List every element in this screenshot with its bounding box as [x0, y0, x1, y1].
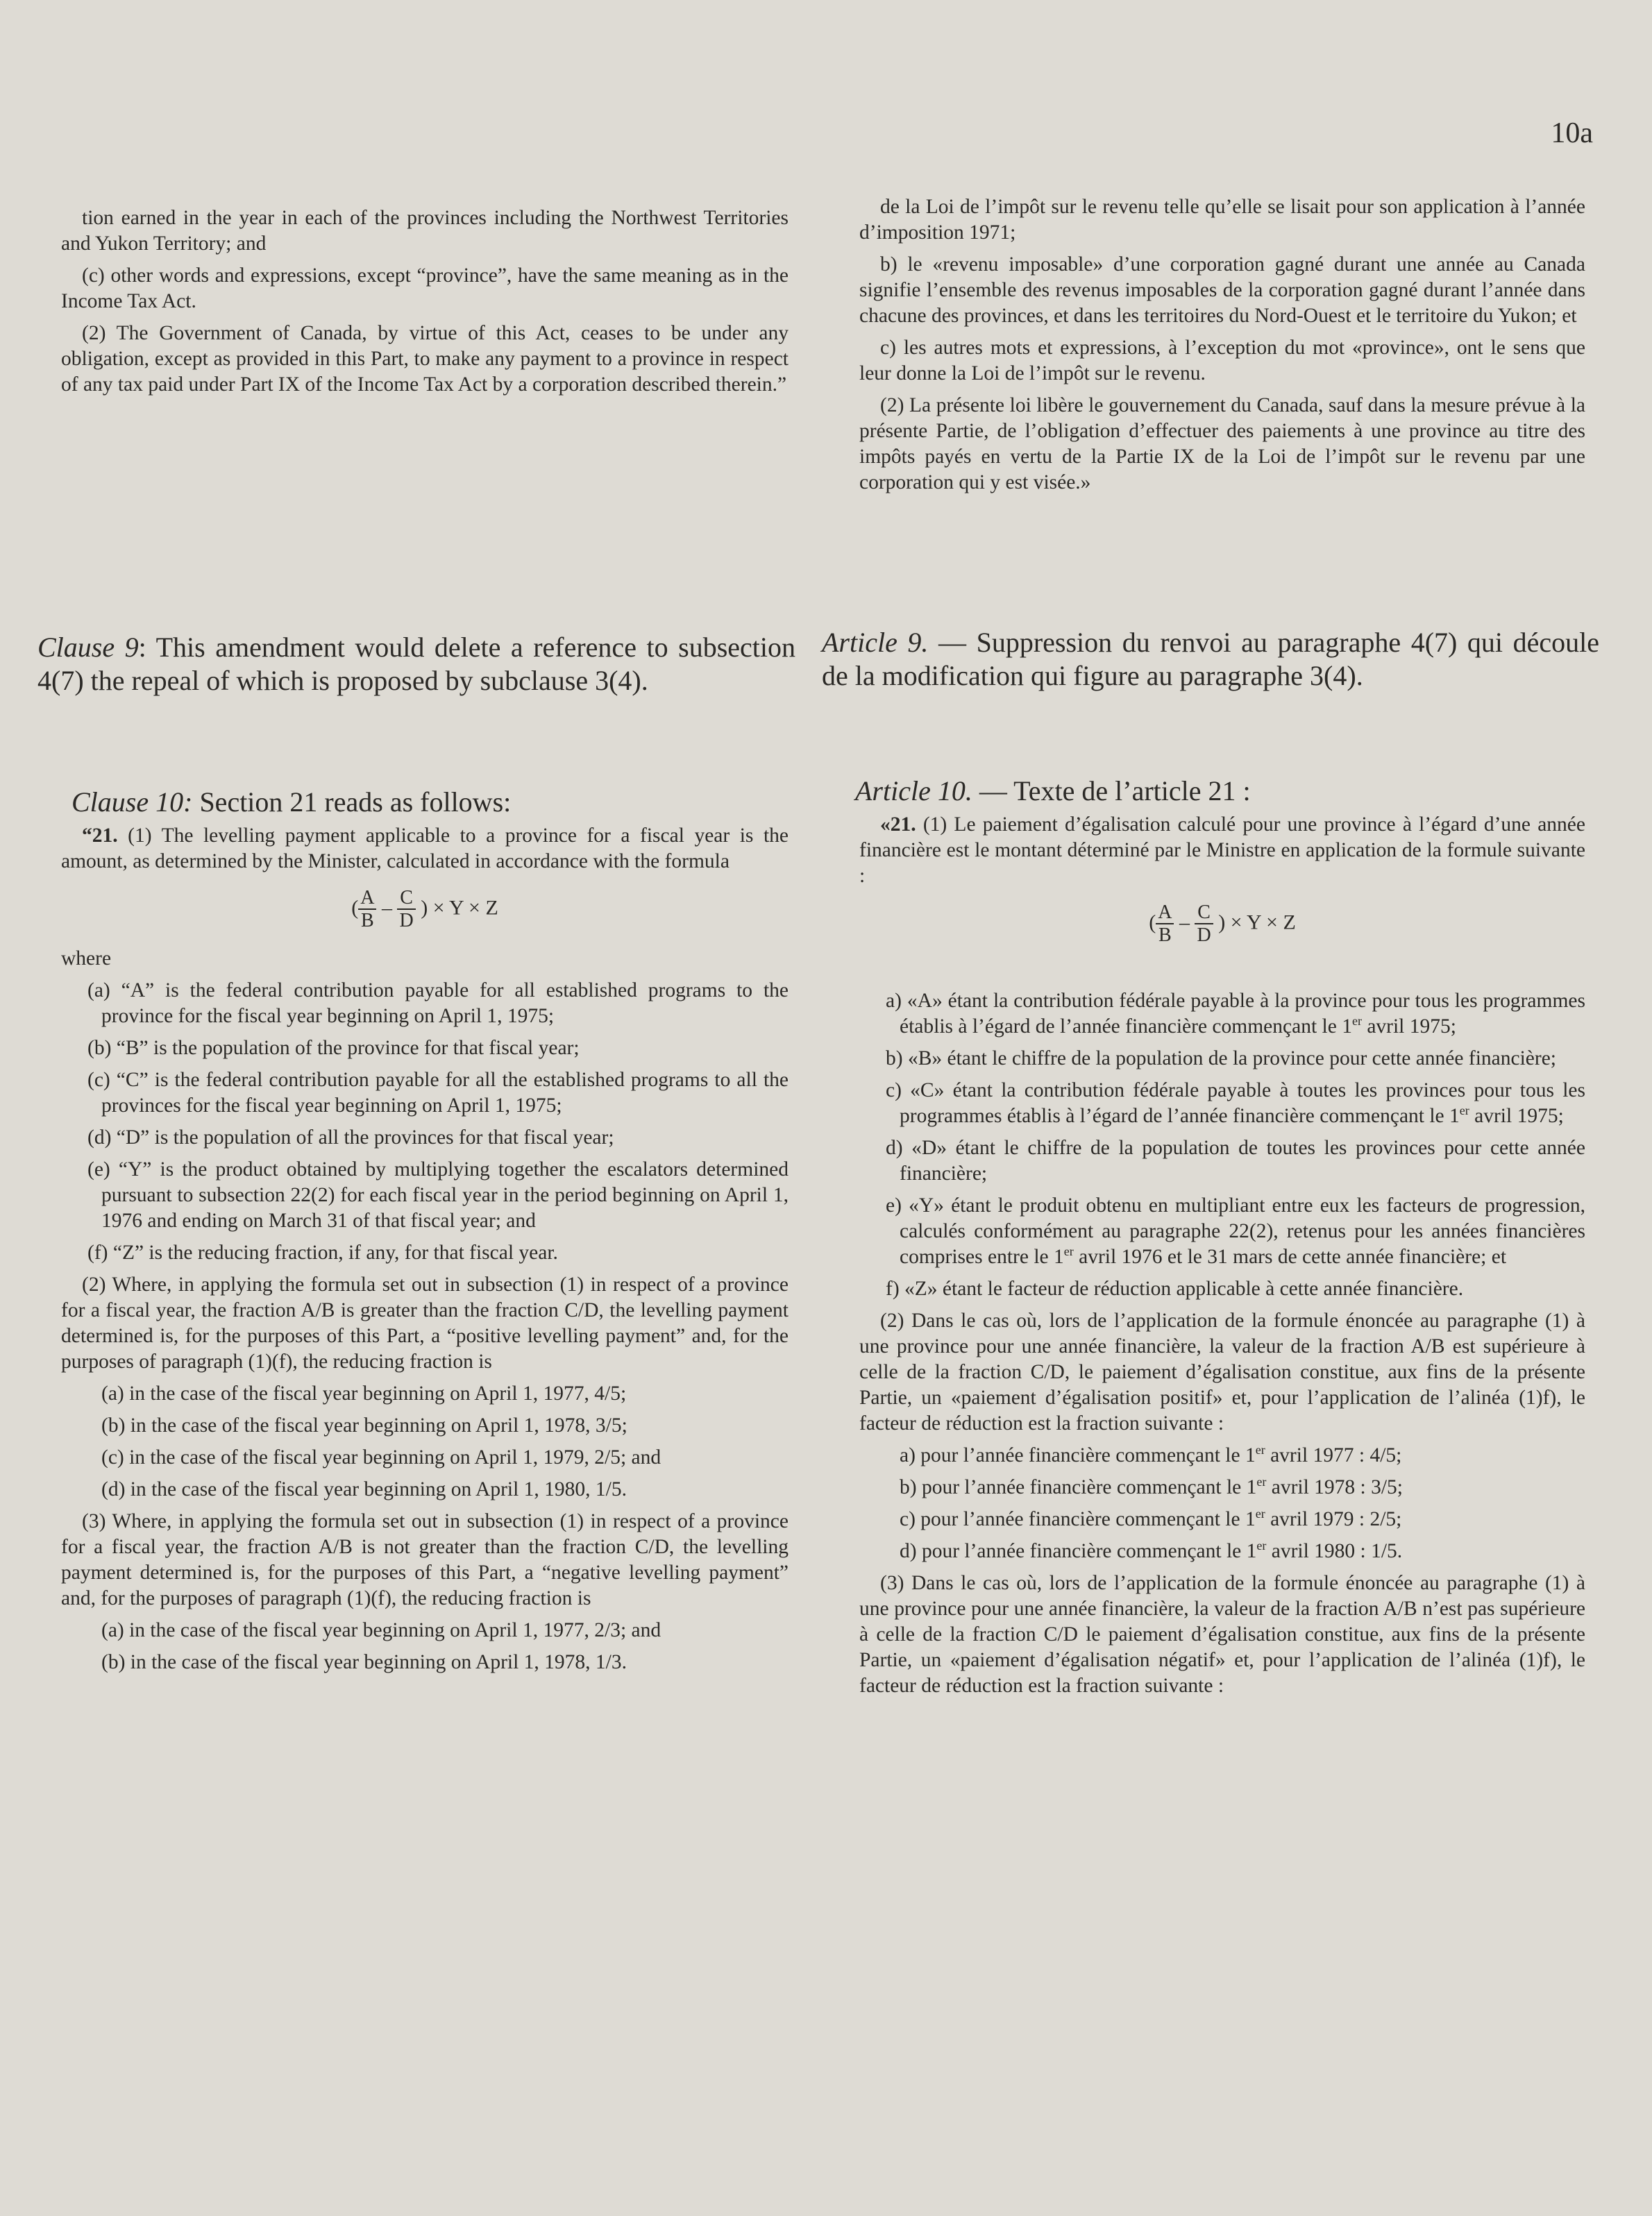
reducing-fraction-item: (c) in the case of the fiscal year beginning on April 1, 1979, 2/5; and — [101, 1446, 661, 1469]
intro-paragraph: de la Loi de l’impôt sur le revenu telle qu’elle se lisait pour son application à l’année d’imposition 1971; — [859, 196, 1585, 244]
reducing-fraction-item: (b) in the case of the fiscal year beginning on April 1, 1978, 3/5; — [101, 1414, 627, 1437]
intro-paragraph: b) le «revenu imposable» d’une corporation gagné durant une année au Canada signifie l’ensemble des revenus imposables de la corporation gagné durant l’année dans chacune des provinces, et dans les territoires du Nord-Ouest et le territoire du Yukon; et — [859, 253, 1585, 327]
reducing-fraction-item: a) pour l’année financière commençant le 1er avril 1977 : 4/5; — [900, 1443, 1402, 1466]
clause-9-note — [37, 631, 795, 704]
intro-paragraph: (c) other words and expressions, except “province”, have the same meaning as in the Income Tax Act. — [61, 264, 789, 312]
article-9-title: Article 9. — [822, 627, 929, 658]
fraction-c-over-d: $\frac{C}{D}$ — [397, 888, 415, 931]
article-10-note — [855, 775, 1585, 1705]
definition-item: c) «C» étant la contribution fédérale payable à toutes les provinces pour tous les programmes établis à l’égard de l’année financière commençant le 1er avril 1975; — [886, 1079, 1585, 1127]
definition-item: e) «Y» étant le produit obtenu en multipliant entre eux les facteurs de progression, calculés conformément au paragraphe 22(2), retenus pour les années financières comprises entre le 1er avril 1976 et le 31 mars de cette année financière; et — [886, 1194, 1585, 1268]
section-21-paragraph-1: “21. (1) The levelling payment applicable to a province for a fiscal year is the amount, as determined by the Minister, calculated in accordance with the formula — [61, 824, 789, 872]
definition-item: b) «B» étant le chiffre de la population de la province pour cette année financière; — [886, 1047, 1556, 1069]
intro-paragraph: (2) The Government of Canada, by virtue of this Act, ceases to be under any obligation, except as provided in this Part, to make any payment to a province in respect of any tax paid under Part IX of the Income Tax Act by a corporation described therein.” — [61, 322, 789, 396]
definition-item: (f) “Z” is the reducing fraction, if any, for that fiscal year. — [87, 1242, 558, 1264]
french-intro — [859, 194, 1585, 502]
equalization-formula: ( $\frac{A}{B}$ – $\frac{C}{D}$ ) × Y × Z — [1149, 902, 1296, 946]
subsection-3: (3) Where, in applying the formula set out in subsection (1) in respect of a province for a fiscal year, the fraction A/B is not greater than the fraction C/D, the levelling payment determined is, for the purposes of this Part, a “negative levelling payment” and, for the purposes of paragraph (1)(f), the reducing fraction is — [61, 1510, 789, 1609]
article-10-title: Article 10. — [855, 775, 972, 806]
article-9-text: — Suppression du renvoi au paragraphe 4(7) qui découle de la modification qui figure au paragraphe 3(4). — [822, 627, 1599, 691]
definition-item: a) «A» étant la contribution fédérale payable à la province pour tous les programmes établis à l’égard de l’année financière commençant le 1er avril 1975; — [886, 990, 1585, 1038]
clause-10-note — [61, 786, 789, 1682]
definition-item: f) «Z» étant le facteur de réduction applicable à cette année financière. — [886, 1278, 1464, 1300]
clause-10-text: Section 21 reads as follows: — [192, 786, 512, 818]
subsection-2: (2) Dans le cas où, lors de l’application de la formule énoncée au paragraphe (1) à une province pour une année financière, la valeur de la fraction A/B est supérieure à celle de la fraction C/D, le paiement d’égalisation constitue, aux fins de la présente Partie, un «paiement d’égalisation positif» et, pour l’application de l’alinéa (1)f), le facteur de réduction est la fraction suivante : — [859, 1310, 1585, 1435]
intro-paragraph: tion earned in the year in each of the provinces including the Northwest Territories and Yukon Territory; and — [61, 207, 789, 255]
reducing-fraction-item: (a) in the case of the fiscal year beginning on April 1, 1977, 2/3; and — [101, 1619, 661, 1641]
page-number: 10a — [1551, 117, 1593, 149]
article-21-number: «21. — [880, 813, 916, 836]
section-21-number: “21. — [82, 824, 118, 847]
fraction-c-over-d: $\frac{C}{D}$ — [1195, 903, 1213, 945]
article-21-paragraph-1: «21. (1) Le paiement d’égalisation calculé pour une province à l’égard d’une année financière est le montant déterminé par le Ministre en application de la formule suivante : — [859, 813, 1585, 887]
definition-item: (d) “D” is the population of all the provinces for that fiscal year; — [87, 1126, 614, 1149]
reducing-fraction-item: d) pour l’année financière commençant le 1er avril 1980 : 1/5. — [900, 1539, 1403, 1562]
reducing-fraction-item: (b) in the case of the fiscal year beginning on April 1, 1978, 1/3. — [101, 1651, 627, 1673]
definition-item: (c) “C” is the federal contribution payable for all the established programs to all the provinces for the fiscal year beginning on April 1, 1975; — [87, 1069, 789, 1117]
subsection-2: (2) Where, in applying the formula set out in subsection (1) in respect of a province for a fiscal year, the fraction A/B is greater than the fraction C/D, the levelling payment determined is, for the purposes of this Part, a “positive levelling payment” and, for the purposes of paragraph (1)(f), the reducing fraction is — [61, 1274, 789, 1373]
reducing-fraction-item: c) pour l’année financière commençant le 1er avril 1979 : 2/5; — [900, 1507, 1402, 1530]
where-label: where — [61, 947, 112, 970]
intro-paragraph: c) les autres mots et expressions, à l’exception du mot «province», ont le sens que leur donne la Loi de l’impôt sur le revenu. — [859, 337, 1585, 384]
reducing-fraction-item: b) pour l’année financière commençant le 1er avril 1978 : 3/5; — [900, 1475, 1404, 1498]
clause-10-title: Clause 10: — [71, 786, 193, 818]
definition-item: (e) “Y” is the product obtained by multiplying together the escalators determined pursuant to subsection 22(2) for each fiscal year in the period beginning on April 1, 1976 and ending on March 31 of that fiscal year; and — [87, 1158, 789, 1232]
clause-9-title: Clause 9 — [37, 632, 139, 663]
fraction-a-over-b: $\frac{A}{B}$ — [358, 888, 376, 931]
fraction-a-over-b: $\frac{A}{B}$ — [1156, 903, 1174, 945]
definition-item: (b) “B” is the population of the province for that fiscal year; — [87, 1037, 580, 1059]
article-9-note — [822, 626, 1599, 700]
subsection-3: (3) Dans le cas où, lors de l’application de la formule énoncée au paragraphe (1) à une province pour une année financière, la valeur de la fraction A/B n’est pas supérieure à celle de la fraction C/D le paiement d’égalisation constitue, aux fins de la présente Partie, un «paiement d’égalisation négatif» et, pour l’application de l’alinéa (1)f), le facteur de réduction est la fraction suivante : — [859, 1572, 1585, 1697]
clause-9-text: : This amendment would delete a reference to subsection 4(7) the repeal of which is proposed by subclause 3(4). — [37, 632, 795, 696]
english-intro — [61, 205, 789, 404]
reducing-fraction-item: (a) in the case of the fiscal year beginning on April 1, 1977, 4/5; — [101, 1382, 627, 1405]
levelling-formula: ( $\frac{A}{B}$ – $\frac{C}{D}$ ) × Y × Z — [351, 887, 498, 931]
reducing-fraction-item: (d) in the case of the fiscal year beginning on April 1, 1980, 1/5. — [101, 1478, 627, 1500]
definition-item: (a) “A” is the federal contribution payable for all established programs to the province for the fiscal year beginning on April 1, 1975; — [87, 979, 789, 1027]
article-10-text: — Texte de l’article 21 : — [972, 775, 1251, 806]
intro-paragraph: (2) La présente loi libère le gouvernement du Canada, sauf dans la mesure prévue à la présente Partie, de l’obligation d’effectuer des paiements à une province au titre des impôts payés en vertu de la Partie IX de la Loi de l’impôt sur le revenu par une corporation qui y est visée.» — [859, 394, 1585, 493]
definition-item: d) «D» étant le chiffre de la population de toutes les provinces pour cette année financière; — [886, 1137, 1585, 1185]
